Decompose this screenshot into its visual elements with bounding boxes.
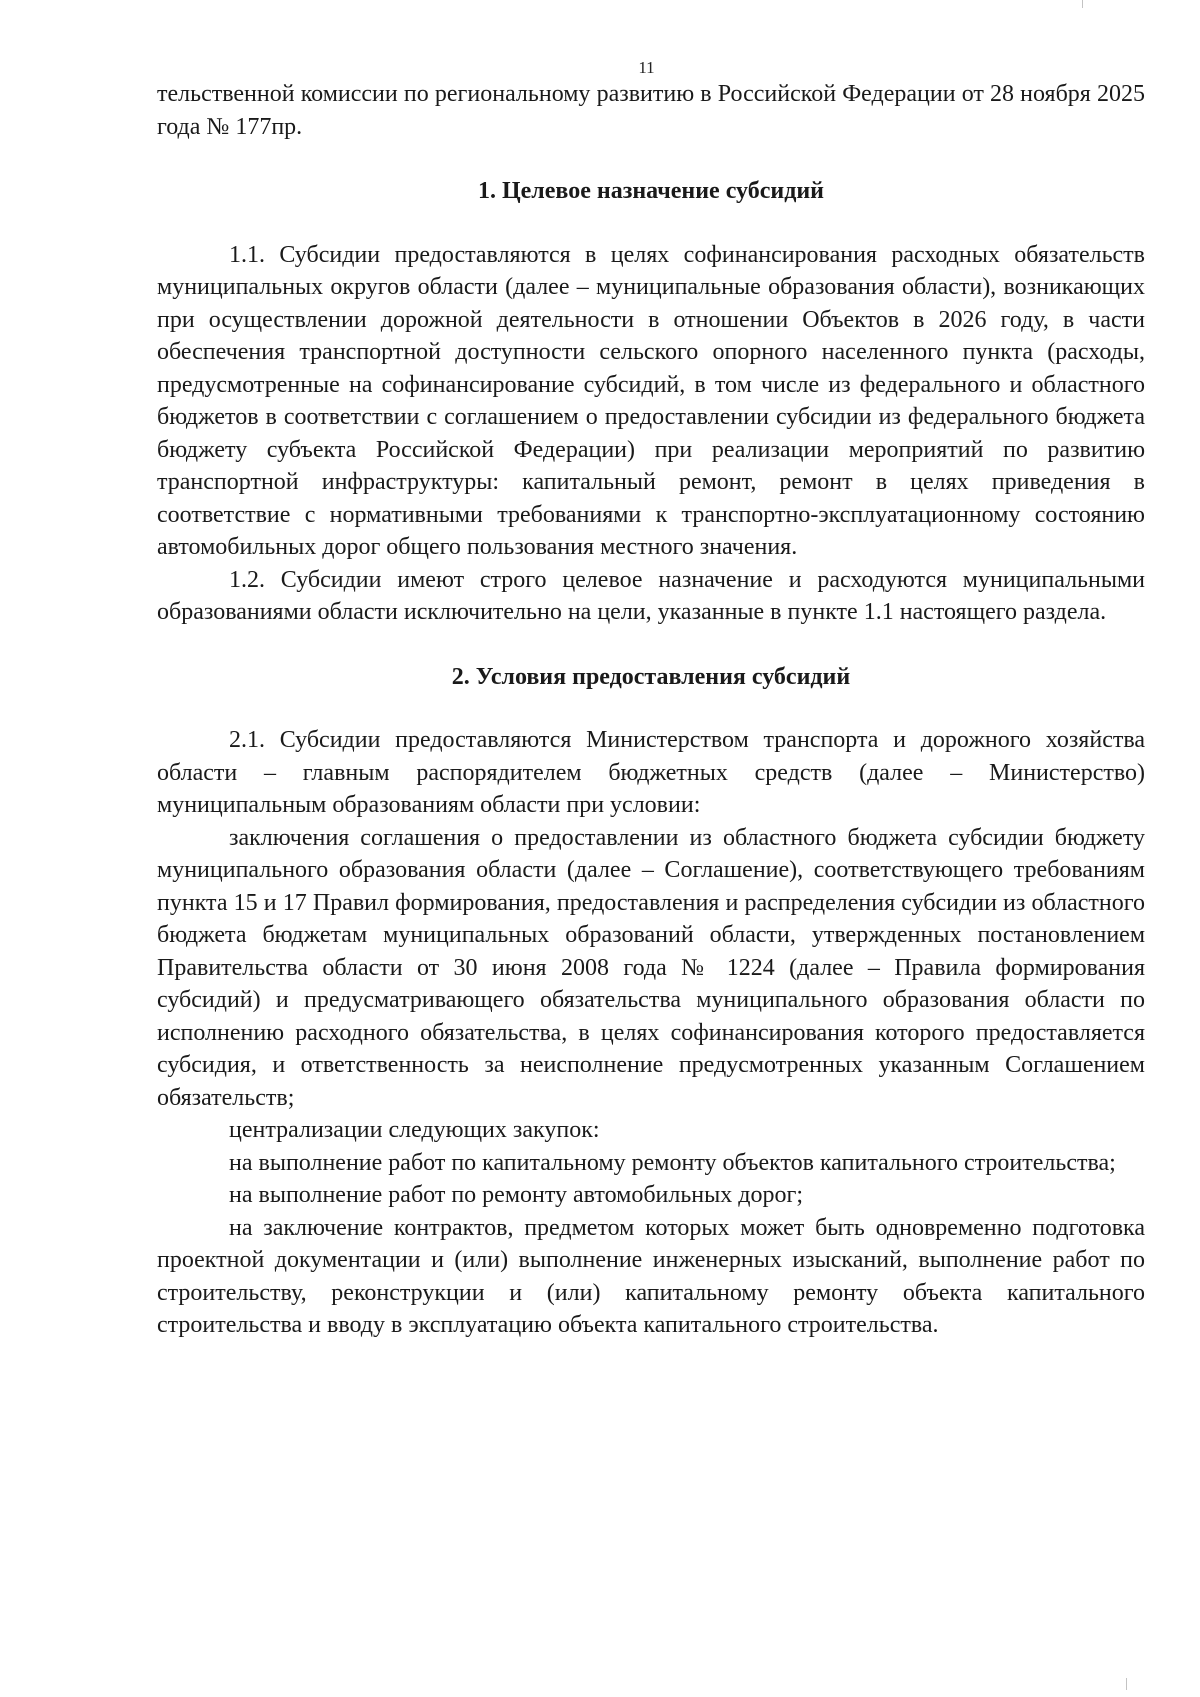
paragraph-contracts: на заключение контрактов, предметом которых может быть одновременно подготовка проектной документации и (или) выполнение инженерных изысканий, выполнение работ по строительству, реконструкции и (или) капитальному ремонту объекта капитального строительства и вводу в эксплуатацию объекта капитального строительства.	[157, 1214, 1145, 1338]
paragraph-2-1: 2.1. Субсидии предоставляются Министерством транспорта и дорожного хозяйства области – главным распорядителем бюджетных средств (далее – Министерство) муниципальным образованиям области при условии:	[157, 727, 1145, 818]
page-number: 11	[638, 58, 655, 77]
paragraph-capital-repair: на выполнение работ по капитальному ремонту объектов капитального строительства;	[229, 1149, 1116, 1176]
paragraph-road-repair: на выполнение работ по ремонту автомобильных дорог;	[229, 1182, 803, 1208]
paragraph-1-1: 1.1. Субсидии предоставляются в целях софинансирования расходных обязательств муниципальных округов области (далее – муниципальные образования области), возникающих при осуществлении дорожной деятельности в отношении Объектов в 2026 году, в части обеспечения транспортной доступности сельского опорного населенного пункта (расходы, предусмотренные на софинансирование субсидий, в том числе из федерального и областного бюджетов в соответствии с соглашением о предоставлении субсидии из федерального бюджета бюджету субъекта Российской Федерации) при реализации мероприятий по развитию транспортной инфраструктуры: капитальный ремонт, ремонт в целях приведения в соответствие с нормативными требованиями к транспортно-эксплуатационному состоянию автомобильных дорог общего пользования местного значения.	[157, 241, 1145, 560]
continuation-paragraph: тельственной комиссии по региональному развитию в Российской Федерации от 28 ноября 2025 года № 177пр.	[157, 81, 1145, 140]
document-body	[157, 78, 1145, 1342]
paragraph-agreement-condition: заключения соглашения о предоставлении из областного бюджета субсидии бюджету муниципального образования области (далее – Соглашение), соответствующего требованиям пункта 15 и 17 Правил формирования, предоставления и распределения субсидии из областного бюджета бюджетам муниципальных образований области, утвержденных постановлением Правительства области от 30 июня 2008 года № 1224 (далее – Правила формирования субсидий) и предусматривающего обязательства муниципального образования области по исполнению расходного обязательства, в целях софинансирования которого предоставляется субсидия, и ответственность за неисполнение предусмотренных указанным Соглашением обязательств;	[157, 824, 1145, 1111]
section-2-heading: 2. Условия предоставления субсидий	[451, 663, 851, 690]
scan-mark-top	[1082, 0, 1083, 8]
paragraph-1-2: 1.2. Субсидии имеют строго целевое назначение и расходуются муниципальными образованиями области исключительно на цели, указанные в пункте 1.1 настоящего раздела.	[157, 566, 1145, 625]
paragraph-centralization: централизации следующих закупок:	[229, 1117, 600, 1143]
scan-mark-bottom	[1126, 1678, 1127, 1690]
section-1-heading: 1. Целевое назначение субсидий	[477, 178, 825, 204]
